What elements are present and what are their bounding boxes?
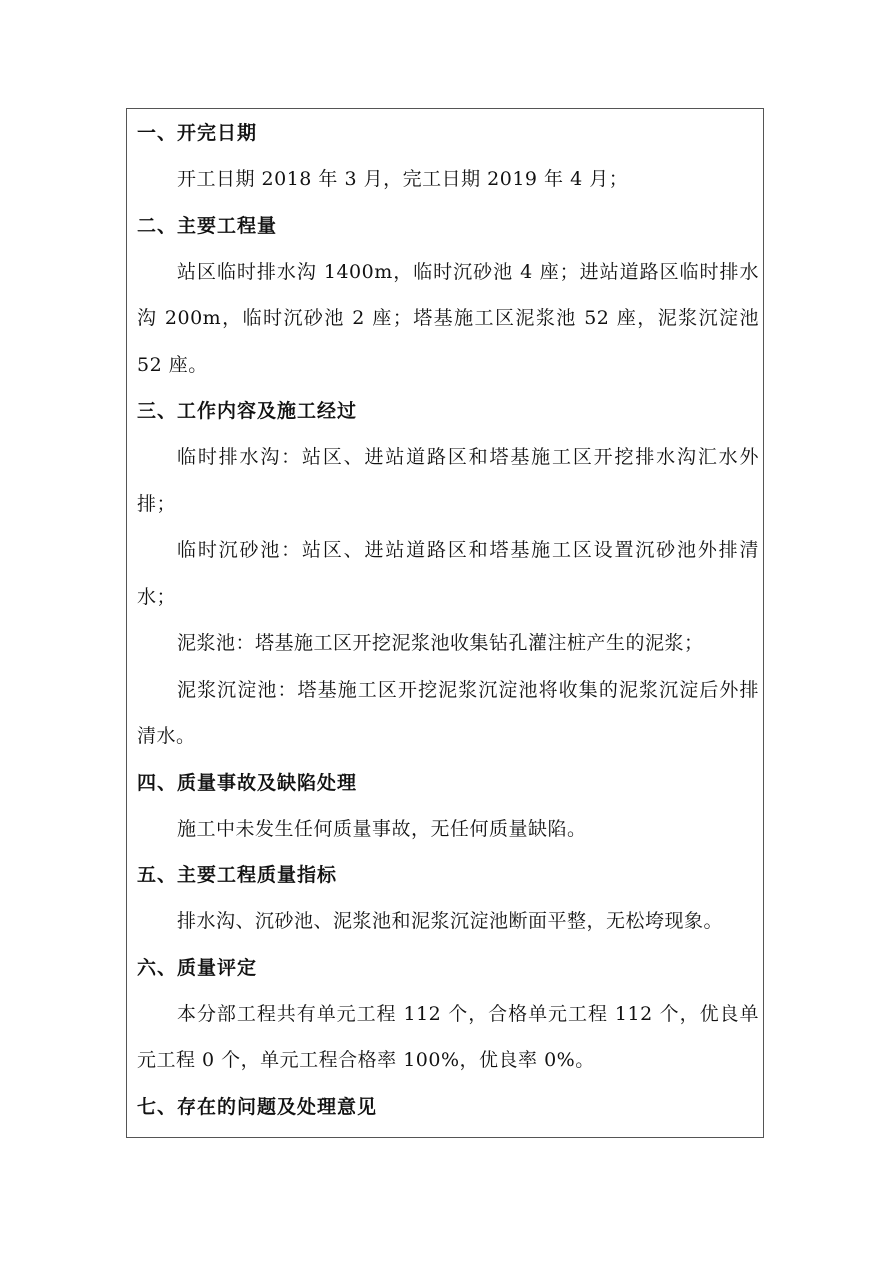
section-heading: 六、质量评定	[137, 956, 258, 979]
section-quality-assessment	[137, 945, 759, 1084]
section-heading: 一、开完日期	[137, 122, 258, 144]
section-start-end-dates	[137, 110, 759, 203]
document-body	[137, 110, 759, 1130]
section-paragraph: 泥浆池：塔基施工区开挖泥浆池收集钻孔灌注桩产生的泥浆；	[177, 632, 704, 654]
section-paragraph: 施工中未发生任何质量事故，无任何质量缺陷。	[177, 817, 587, 840]
section-heading: 二、主要工程量	[137, 214, 278, 237]
section-paragraph: 开工日期 2018 年 3 月，完工日期 2019 年 4 月；	[177, 168, 629, 190]
section-paragraph: 本分部工程共有单元工程 112 个，合格单元工程 112 个，优良单元工程 0 个，单元工程合格率 100%，优良率 0%。	[137, 1002, 759, 1071]
section-heading: 三、工作内容及施工经过	[137, 400, 358, 422]
section-issues-and-handling	[137, 1084, 759, 1130]
section-paragraph: 站区临时排水沟 1400m，临时沉砂池 4 座；进站道路区临时排水沟 200m，临时沉砂池 2 座；塔基施工区泥浆池 52 座，泥浆沉淀池 52 座。	[137, 260, 759, 376]
section-heading: 四、质量事故及缺陷处理	[137, 771, 358, 794]
section-quality-indicators	[137, 852, 759, 945]
section-paragraph: 临时排水沟：站区、进站道路区和塔基施工区开挖排水沟汇水外排；	[137, 446, 759, 515]
section-paragraph: 临时沉砂池：站区、进站道路区和塔基施工区设置沉砂池外排清水；	[137, 539, 759, 608]
section-main-quantities	[137, 203, 759, 389]
section-paragraph: 泥浆沉淀池：塔基施工区开挖泥浆沉淀池将收集的泥浆沉淀后外排清水。	[137, 678, 759, 747]
section-paragraph: 排水沟、沉砂池、泥浆池和泥浆沉淀池断面平整，无松垮现象。	[177, 910, 724, 932]
section-heading: 五、主要工程质量指标	[137, 864, 338, 886]
section-quality-accidents	[137, 760, 759, 853]
section-work-content	[137, 388, 759, 760]
section-heading: 七、存在的问题及处理意见	[137, 1095, 378, 1118]
